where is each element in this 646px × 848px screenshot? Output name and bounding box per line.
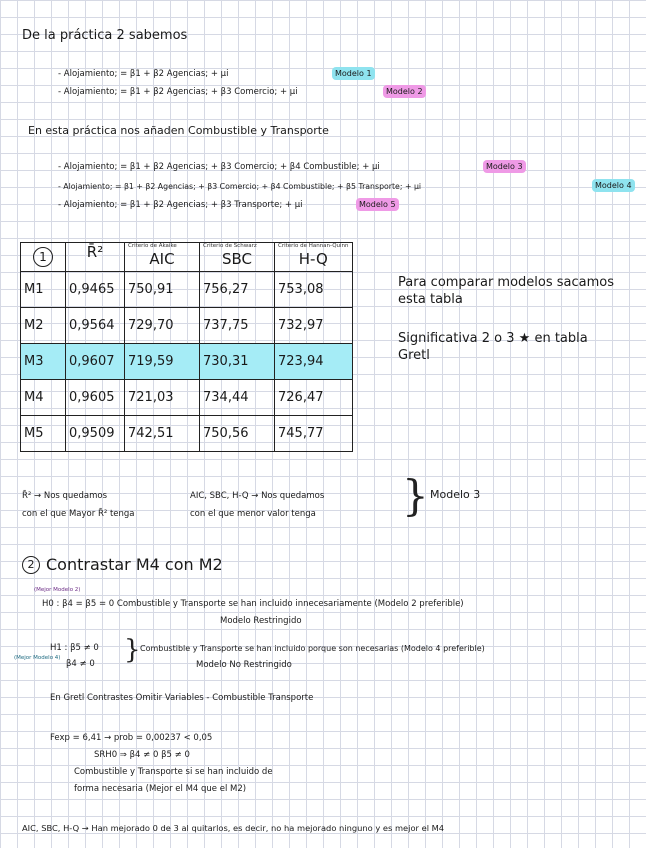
aic-cell: 750,91 [125,272,200,308]
model-cell: M5 [21,416,66,452]
header-sbc-label: SBC [221,250,253,268]
model-cell: M4 [21,380,66,416]
header-sbc-criterion: Criterio de Schwarz [203,243,257,249]
r2-cell: 0,9509 [66,416,125,452]
header-hq-label: H-Q [298,250,328,268]
conclusion-2-line-1: Combustible y Transporte si se han incluido de [74,767,273,777]
r2-cell: 0,9605 [66,380,125,416]
header-aic-criterion: Criterio de Akaike [128,243,177,249]
tag-model-4: Modelo 4 [592,179,635,192]
equation-model-2: - Alojamiento; = β1 + β2 Agencias; + β3 Comercio; + μi [58,87,298,97]
tag-model-2: Modelo 2 [383,85,426,98]
header-hq [275,243,353,272]
note-best-model-4: (Mejor Modelo 4) [14,655,61,661]
model-comparison-table [20,242,353,452]
conclusion-2-line-2: forma necesaria (Mejor el M4 que el M2) [74,784,247,794]
equation-model-4: - Alojamiento; = β1 + β2 Agencias; + β3 Comercio; + β4 Combustible; + β5 Transporte; + μi [58,182,422,191]
tag-model-1: Modelo 1 [332,67,375,80]
header-aic [125,243,200,272]
table-row [21,272,353,308]
intro-text-2: En esta práctica nos añaden Combustible y Transporte [28,124,329,137]
header-aic-label: AIC [149,250,175,268]
intro-text: De la práctica 2 sabemos [22,28,188,43]
equation-model-5: - Alojamiento; = β1 + β2 Agencias; + β3 Transporte; + μi [58,200,303,210]
aic-cell: 729,70 [125,308,200,344]
equation-model-3: - Alojamiento; = β1 + β2 Agencias; + β3 Comercio; + β4 Combustible; + μi [58,162,380,172]
side-note-line-1: Para comparar modelos sacamos [398,275,615,290]
section-number: 1 [33,247,53,267]
table-row [21,380,353,416]
side-note-line-4: Gretl [398,348,430,363]
r2-cell: 0,9564 [66,308,125,344]
reject-h0: SRH0 ⇒ β4 ≠ 0 β5 ≠ 0 [94,750,190,760]
section-2-number: 2 [22,556,40,574]
conclusion-model-3: Modelo 3 [430,488,481,501]
tag-model-5: Modelo 5 [356,198,399,211]
tag-model-3: Modelo 3 [483,160,526,173]
ic-rule-line-1: AIC, SBC, H-Q → Nos quedamos [190,491,325,501]
sbc-cell: 750,56 [200,416,275,452]
section-2-title: Contrastar M4 con M2 [46,555,223,574]
header-r2 [66,243,125,272]
aic-cell: 719,59 [125,344,200,380]
curly-brace-icon: } [402,471,429,520]
header-r2-label: R̄² [86,243,104,261]
ic-rule-line-2: con el que menor valor tenga [190,509,316,519]
hypothesis-h0: H0 : β4 = β5 = 0 Combustible y Transporte se han incluido innecesariamente (Modelo 2 preferible) [42,599,464,609]
hq-cell: 753,08 [275,272,353,308]
header-sbc [200,243,275,272]
header-hq-criterion: Criterio de Hannan-Quinn [278,243,349,249]
equation-model-1: - Alojamiento; = β1 + β2 Agencias; + μi [58,69,229,79]
curly-brace-icon: } [124,635,141,665]
model-cell: M1 [21,272,66,308]
sbc-cell: 734,44 [200,380,275,416]
hq-cell: 732,97 [275,308,353,344]
hypothesis-h1-a: H1 : β5 ≠ 0 [50,643,99,653]
gretl-instruction: En Gretl Contrastes Omitir Variables - Combustible Transporte [50,693,314,703]
table-row [21,416,353,452]
final-conclusion: AIC, SBC, H-Q → Han mejorado 0 de 3 al quitarlos, es decir, no ha mejorado ninguno y es mejor el M4 [22,823,445,833]
h1-subtitle: Modelo No Restringido [196,660,292,670]
sbc-cell: 730,31 [200,344,275,380]
table-header-row [21,243,353,272]
side-note-line-2: esta tabla [398,292,463,307]
hq-cell: 745,77 [275,416,353,452]
r2-rule-line-1: R̄² → Nos quedamos [22,491,108,501]
table-row [21,308,353,344]
sbc-cell: 737,75 [200,308,275,344]
aic-cell: 721,03 [125,380,200,416]
h1-text: Combustible y Transporte se han incluido porque son necesarias (Modelo 4 preferible) [140,644,485,653]
aic-cell: 742,51 [125,416,200,452]
table-row-highlighted [21,344,353,380]
h0-subtitle: Modelo Restringido [220,616,302,626]
r2-cell: 0,9465 [66,272,125,308]
sbc-cell: 756,27 [200,272,275,308]
side-note-line-3: Significativa 2 o 3 ★ en tabla [398,331,588,346]
hypothesis-h1-b: β4 ≠ 0 [66,659,95,669]
r2-cell: 0,9607 [66,344,125,380]
f-test-result: Fexp = 6,41 → prob = 0,00237 < 0,05 [50,733,213,743]
note-best-model-2: (Mejor Modelo 2) [34,587,81,593]
r2-rule-line-2: con el que Mayor R̄² tenga [22,509,135,519]
model-cell: M3 [21,344,66,380]
section-1-marker [21,243,66,272]
hq-cell: 723,94 [275,344,353,380]
hq-cell: 726,47 [275,380,353,416]
model-cell: M2 [21,308,66,344]
